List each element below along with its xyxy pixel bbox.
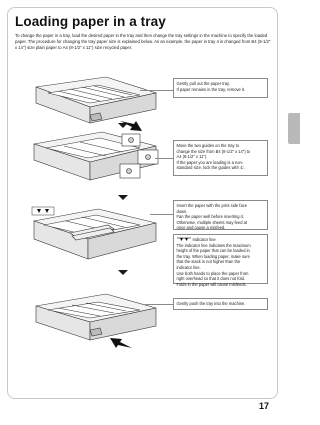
step3-illustration — [28, 205, 163, 270]
step1-callout — [173, 78, 268, 98]
indicator-line-5: indicator line. — [176, 264, 201, 270]
step-arrow-3-icon — [118, 270, 128, 275]
step2-line-5: standard size, lock the guides with ①. — [176, 165, 245, 171]
step2-illustration — [28, 130, 163, 192]
push-arrow-icon — [110, 338, 132, 348]
indicator-line-callout-icon — [32, 207, 54, 215]
indicator-line-7: right overhead so that it does not fold. — [176, 276, 246, 282]
step-arrow-2-icon — [118, 195, 128, 200]
step2-line-1: Move the two guides on the tray to — [176, 143, 240, 148]
indicator-line-3: the tray. When loading paper, make sure — [176, 253, 250, 259]
indicator-line-icon — [177, 237, 191, 242]
step1-line-2: If paper remains in the tray, remove it. — [176, 86, 246, 92]
step1-leader — [140, 90, 173, 91]
step3-leader — [150, 214, 173, 215]
indicator-line-2: height of the paper that can be loaded in — [176, 248, 250, 254]
step2-leader — [155, 158, 173, 159]
step1-line-1: Gently pull out the paper tray. — [176, 81, 230, 86]
step-arrow-1-icon — [118, 123, 128, 128]
indicator-line-4: that the stack is not higher than the — [176, 259, 241, 265]
step3-line-1: Insert the paper with the print side face — [176, 203, 248, 208]
step4-leader — [145, 304, 173, 305]
step2-line-2: change the size from B4 (8-1/2" x 14") to — [176, 148, 251, 154]
step3-line-3: Fan the paper well before inserting it. — [176, 214, 244, 220]
step4-callout — [173, 298, 268, 310]
intro-text: To change the paper in a tray, load the desired paper in the tray and then change the tray settings in the machine to specify the loaded paper. The procedure for changing the tray paper size is explained below. As an example, the paper in tray 4 is changed from B4 (8-1/2" x 14") size plain paper to A4 (8-1/2" x 11") size recycled paper. — [15, 33, 271, 50]
step3-line-5: once and cause a misfeed. — [176, 225, 226, 231]
step3-line-4: Otherwise, multiple sheets may feed at — [176, 219, 248, 225]
step2-line-4: If the paper you are loading is a non- — [176, 159, 244, 165]
step3-line-2: down. — [176, 208, 188, 214]
step3-callout — [173, 200, 268, 230]
page-number: 17 — [259, 401, 270, 411]
step2-callout — [173, 140, 268, 176]
step4-illustration — [28, 292, 163, 354]
step1-illustration — [28, 75, 163, 133]
indicator-line-1: The indicator line indicates the maximum — [176, 242, 251, 248]
step4-line-1: Gently push the tray into the machine. — [176, 301, 246, 306]
step2-line-3: A4 (8-1/2" x 11"). — [176, 154, 208, 160]
indicator-line-8: Folds in the paper will cause misfeeds. — [176, 281, 247, 287]
indicator-note-title: Indicator line — [192, 237, 216, 242]
indicator-note — [173, 234, 268, 287]
chapter-side-tab — [288, 113, 300, 144]
indicator-line-6: Use both hands to place the paper from — [176, 270, 249, 276]
page-title: Loading paper in a tray — [15, 14, 166, 29]
